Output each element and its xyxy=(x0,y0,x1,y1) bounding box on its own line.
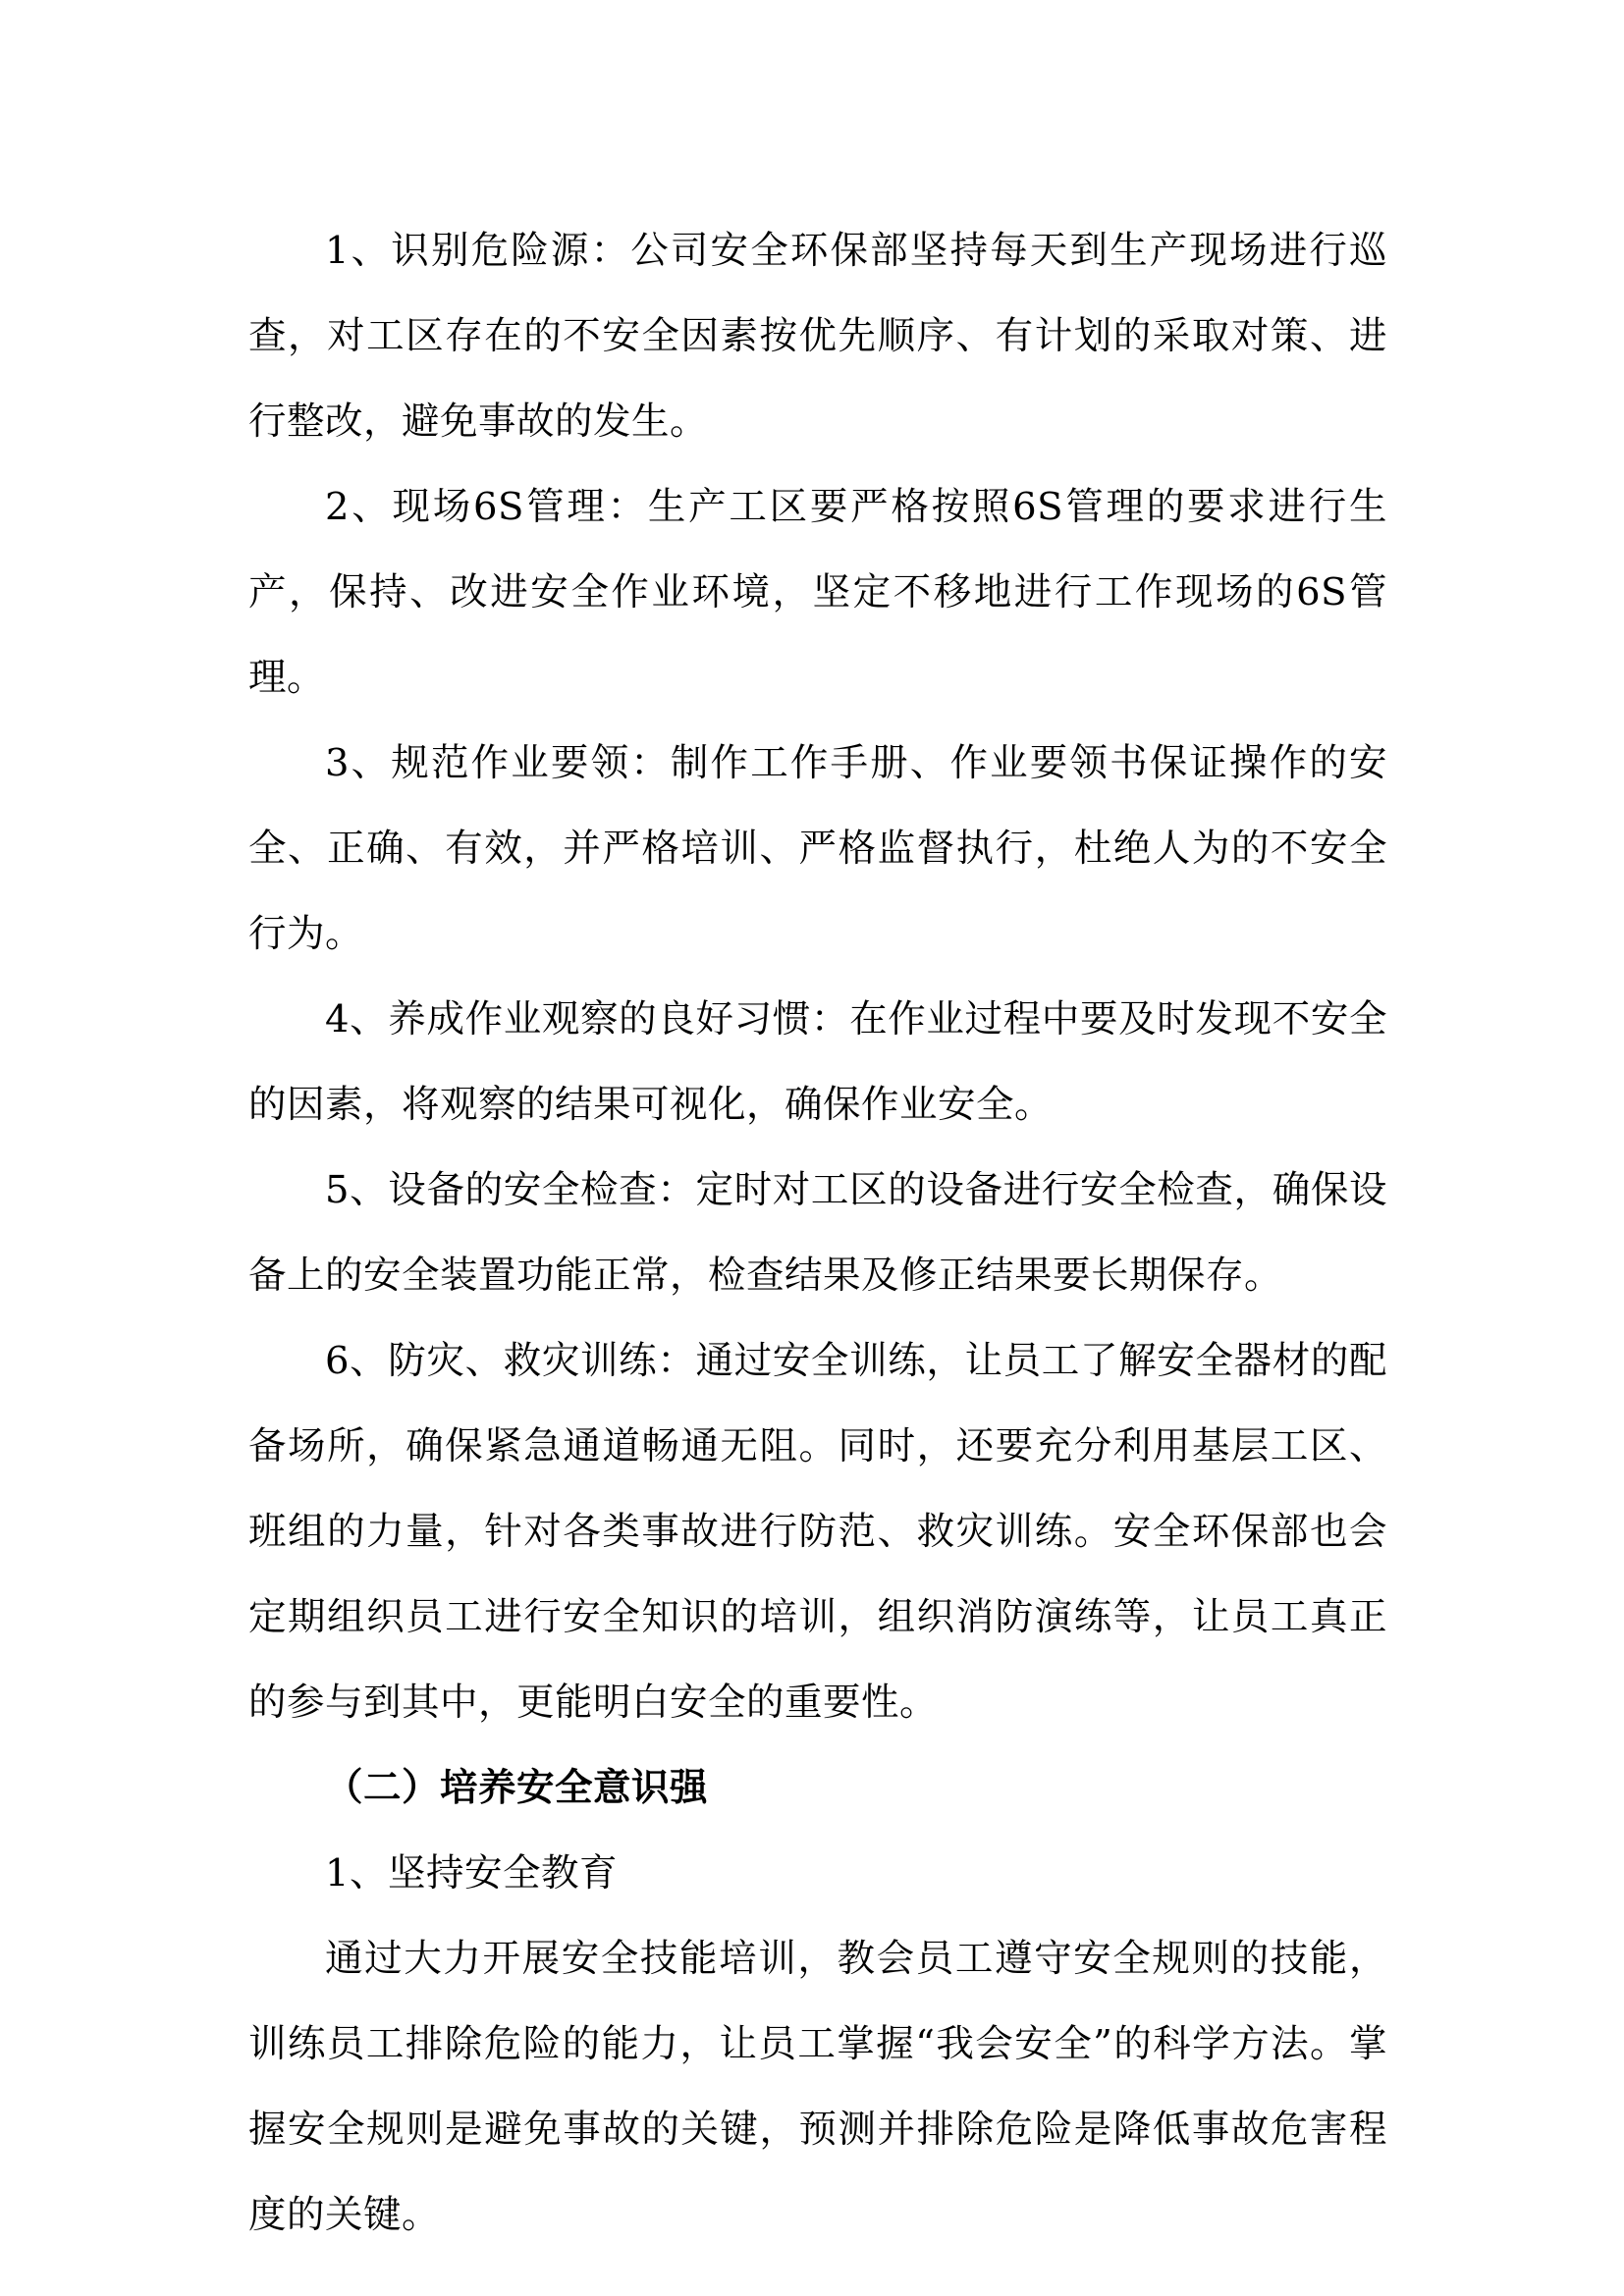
paragraph-6s-management: 2、现场6S管理：生产工区要严格按照6S管理的要求进行生产，保持、改进安全作业环境，坚定不移地进行工作现场的6S管理。 xyxy=(248,485,1387,700)
section-heading: （二）培养安全意识强 xyxy=(325,1766,709,1810)
paragraph-disaster-training: 6、防灾、救灾训练：通过安全训练，让员工了解安全器材的配备场所，确保紧急通道畅通无阻。同时，还要充分利用基层工区、班组的力量，针对各类事故进行防范、救灾训练。安全环保部也会定期组织员工进行安全知识的培训，组织消防演练等，让员工真正的参与到其中，更能明白安全的重要性。 xyxy=(248,1339,1387,1725)
subsection-title: 1、坚持安全教育 xyxy=(325,1851,618,1896)
paragraph-safety-education: 通过大力开展安全技能培训，教会员工遵守安全规则的技能，训练员工排除危险的能力，让员工掌握“我会安全”的科学方法。掌握安全规则是避免事故的关键，预测并排除危险是降低事故危害程度的关键。 xyxy=(248,1937,1387,2237)
paragraph-observation-habits: 4、养成作业观察的良好习惯：在作业过程中要及时发现不安全的因素，将观察的结果可视化，确保作业安全。 xyxy=(248,997,1387,1127)
document-body xyxy=(248,208,1387,2258)
paragraph-identify-hazards: 1、识别危险源：公司安全环保部坚持每天到生产现场进行巡查，对工区存在的不安全因素按优先顺序、有计划的采取对策、进行整改，避免事故的发生。 xyxy=(248,229,1387,444)
paragraph-standard-operations: 3、规范作业要领：制作工作手册、作业要领书保证操作的安全、正确、有效，并严格培训、严格监督执行，杜绝人为的不安全行为。 xyxy=(248,741,1387,956)
paragraph-equipment-inspection: 5、设备的安全检查：定时对工区的设备进行安全检查，确保设备上的安全装置功能正常，检查结果及修正结果要长期保存。 xyxy=(248,1168,1387,1298)
